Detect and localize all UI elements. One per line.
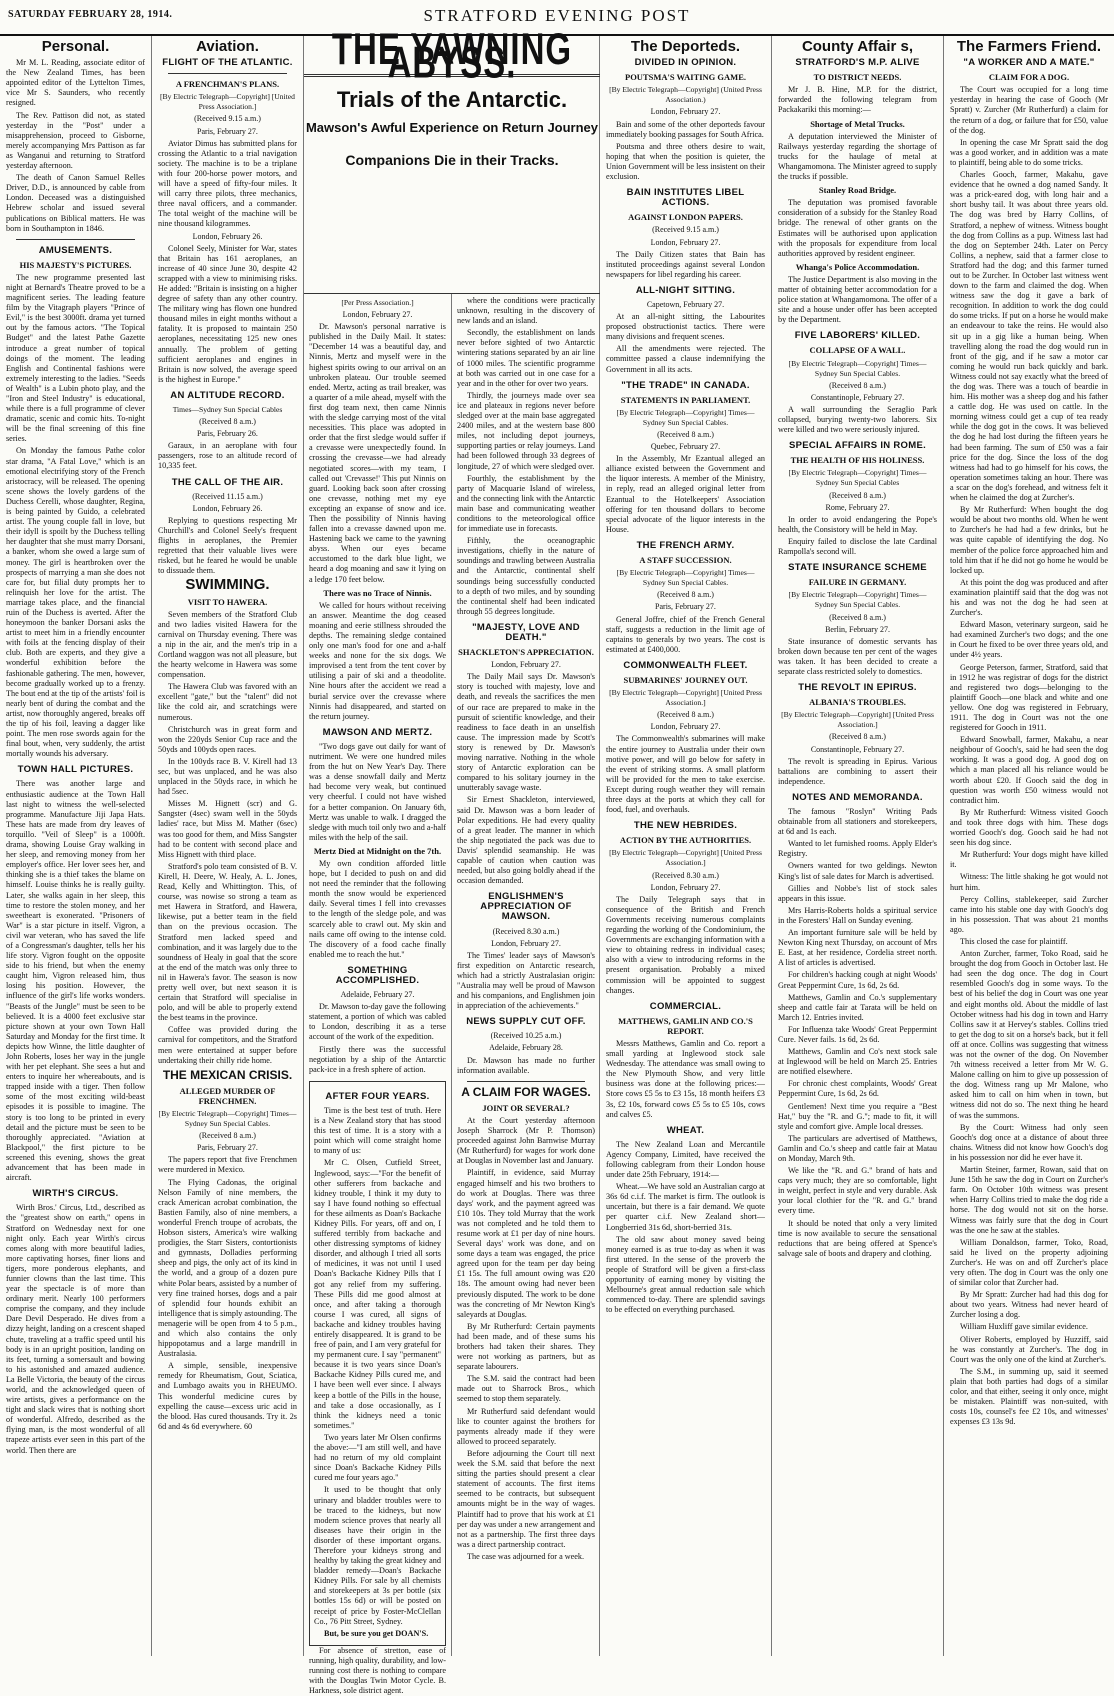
article-paragraph: The death of Canon Samuel Relles Driver, D.D., is announced by cable from London. Deceased was a distinguished Hebrew scholar and issued several publications on Biblical matters. He was born in Southampton in 1846. bbox=[6, 173, 145, 233]
section-heading: Aviation. bbox=[196, 38, 259, 55]
dateline: Berlin, February 27. bbox=[825, 624, 890, 634]
notes-item: For Influenza take Woods' Great Peppermint Cure. Never fails. 1s 6d, 2s 6d. bbox=[778, 1024, 937, 1044]
dateline-credit: [By Electric Telegraph—Copyright] Times—Sydney Sun Special Cables. bbox=[788, 590, 927, 610]
article-paragraph: By the Court: Witness had only seen Gooch's dog once at a distance of about three chains. Witness did not know how Gooch's dog in his possession nor did he ever have it. bbox=[950, 1122, 1108, 1162]
column-aviation bbox=[152, 36, 304, 1656]
article-paragraph: On Monday the famous Pathe color star drama, "A Fatal Love," which is an emotional electrifying story of the French aristocracy, will be released. The opening scene shows the lovely gardens of the Duchess Cerelli, whose daughter, Regina, is being painted by Guido, a celebrated artist. The young couple fall in love, but their idyll is spoilt by the Duchess telling her daughter that she must marry Dorsani, a banker, whom she owed a large sum of money. The girl is heartbroken over the prospects of marrying a man she does not care for, but filial duty prompts her to relinquish her love for the artist. The marriage takes place, and the financial ruin of the Duchess is averted. After the honeymoon the banker Dorsani asks the artist to meet him in a friendly encounter with foils at the fencing display of their club. Both are experts, and they give a wonderful exhibition before the fashionable gathering. The men, however, become gradually worked up to a frenzy. The bout end at the tip of the artists' foil is nearly bent of during the combat and the artist, now thoroughly angered, breaks off the tip of his foil, leaving a dagger like point. The men rose swords again for the final bout, when, very suddenly, the artist mortally wounds his adversary. bbox=[6, 446, 145, 759]
received-time: (Received 8.30 a.m.) bbox=[652, 870, 719, 880]
received-time: (Received 8 a.m.) bbox=[199, 417, 256, 427]
article-paragraph: At an all-night sitting, the Labourites proposed obstructionist tactics. There were many divisions and frequent scenes. bbox=[606, 312, 765, 342]
article-headline: "A WORKER AND A MATE." bbox=[963, 57, 1095, 69]
dateline: London, February 27. bbox=[650, 882, 721, 892]
article-subhead: SHACKLETON'S APPRECIATION. bbox=[458, 647, 594, 658]
article-subhead: A FRENCHMAN'S PLANS. bbox=[175, 79, 280, 90]
article-subhead: POUTSMA'S WAITING GAME. bbox=[625, 72, 746, 83]
article-headline: "THE TRADE" IN CANADA. bbox=[621, 379, 750, 391]
article-paragraph: Dr. Mawson has made no further information available. bbox=[457, 1055, 595, 1075]
dateline: Paris, February 27. bbox=[197, 126, 258, 136]
article-paragraph: Replying to questions respecting Mr Churchill's and Colonel Seely's frequent flights in aeroplanes, the Premier regretted that their valuable lives were risked, but he feared he would be unable to dissuade them. bbox=[158, 515, 297, 576]
article-headline: MAWSON AND MERTZ. bbox=[322, 726, 433, 738]
notes-item: Matthews, Gamlin and Co's next stock sale at Inglewood will be held on March 25. Entries are notified elsewhere. bbox=[778, 1047, 937, 1077]
dateline: London, February 27. bbox=[650, 237, 721, 247]
article-paragraph: Fifthly, the oceanographic investigations, chiefly in the nature of soundings and trawling between Australia and the Antarctic, continental shelf soundings being successfully conducted to a depth of two miles, and by sounding the continental shelf had been indicated through 55 degrees longitude. bbox=[457, 536, 595, 616]
article-headline: A CLAIM FOR WAGES. bbox=[461, 1084, 591, 1099]
article-paragraph: Time is the best test of truth. Here is a New Zealand story that has stood this test of time. It is a story with a point which will come straight home to many of us: bbox=[314, 1105, 441, 1156]
article-body bbox=[304, 294, 600, 1696]
received-time: (Received 8 a.m.) bbox=[829, 380, 886, 390]
dateline: London, February 26. bbox=[192, 503, 263, 513]
notes-item: We like the "R. and G." brand of hats and caps very much; they are so comfortable, light in weight, perfect in style and very durable. Ask your local clothier for the "R. and G." brand every time. bbox=[778, 1166, 937, 1216]
article-headline: AN ALTITUDE RECORD. bbox=[170, 389, 285, 401]
article-paragraph: The old saw about money saved being money earned is as true to-day as when it was first uttered. In the sense of the proverb the people of Stratford will be given a first-class opportunity of earning money by visiting the Melbourne's great annual reduction sale which commenced to-day. There are splendid savings to be effected on everything purchased. bbox=[606, 1234, 765, 1315]
article-paragraph: By Mr Rutherfurd: Witness visited Gooch and took three dogs with him. These dogs worried Gooch's dog. Gooch said he had not seen his dog since. bbox=[950, 807, 1108, 848]
article-subhead: A STAFF SUCCESSION. bbox=[639, 555, 732, 566]
issue-date: SATURDAY FEBRUARY 28, 1914. bbox=[8, 9, 173, 20]
dateline: Adelaide, February 28. bbox=[489, 1043, 563, 1053]
article-paragraph: The New Zealand Loan and Mercantile Agency Company, Limited, have received the following cablegram from their London house under date 25th February, 1914:— bbox=[606, 1139, 765, 1180]
article-paragraph: It used to be thought that only urinary and bladder troubles were to be traced to the kidneys, but now modern science proves that nearly all diseases have their origin in the disorder of these important organs. Therefore your kidneys strong and healthy by taking the great kidney and bladder remedy—Doan's Backache Kidney Pills. For sale by all chemists and storekeepers at 3s per bottle (six bottles 15s 6d) or will be posted on receipt of price by Foster-McClellan Co., 76 Pitt Street, Sydney. bbox=[314, 1485, 441, 1626]
article-paragraph: Coffee was provided during the carnival for competitors, and the Stratford men were entertained at supper before undertaking their chilly ride home. bbox=[158, 1025, 297, 1065]
article-paragraph: By Mr Rutherfurd: Certain payments had been made, and of these sums his brothers had taken their shares. They were not working as partners, but as separate labourers. bbox=[457, 1321, 595, 1372]
received-time: (Received 11.15 a.m.) bbox=[192, 491, 263, 501]
dateline: London, February 27. bbox=[491, 938, 561, 948]
article-subhead: TO DISTRICT NEEDS. bbox=[813, 72, 902, 83]
article-paragraph: Messrs Matthews, Gamlin and Co. report a small yarding at Inglewood stock sale Wednesday. The attendance was small owing to the New Plymouth Show, and very little business was done at the following prices:—Store cows £5 5s to £3 15s, 18 month heifers £3 3s, £2 10s, forward cows £5 5s to £5 10s, cows and calves £5. bbox=[606, 1038, 765, 1119]
column-personal bbox=[0, 36, 152, 1656]
article-paragraph: But, be sure you get DOAN'S. bbox=[324, 1628, 429, 1638]
article-paragraph: Witness: The little shaking he got would not hurt him. bbox=[950, 872, 1108, 892]
article-subhead: COLLAPSE OF A WALL. bbox=[809, 345, 906, 356]
article-subhead: JOINT OR SEVERAL? bbox=[482, 1102, 570, 1113]
column-farmers-friend bbox=[944, 36, 1114, 1656]
article-paragraph: In opening the case Mr Spratt said the dog was a good worker, and in addition was a mate to plaintiff, being able to do some tricks. bbox=[950, 137, 1108, 167]
dateline: Quebec, February 27. bbox=[650, 442, 721, 452]
dateline: Capetown, February 27. bbox=[646, 299, 725, 309]
dateline-credit: Times—Sydney Sun Special Cables bbox=[172, 405, 283, 414]
article-paragraph: Before adjourning the Court till next week the S.M. said that before the next sitting the parties should present a clear statement of accounts. The first items seemed to be contracts, but subsequent amounts might be in the way of wages. Plaintiff had to prove that his work at £1 per day was under a new arrangement and not as a partnership. The first three days was a direct partnership contract. bbox=[457, 1448, 595, 1549]
received-time: (Received 10.25 a.m.) bbox=[490, 1031, 562, 1041]
article-paragraph: Thirdly, the journeys made over sea ice and plateaux in regions never before sledged over at the main base aggregated 2400 miles, and at the western base 800 miles, not including depot journeys, supporting parties or relay journeys. Land had been followed through 33 degrees of longitude, 27 of which were sledged over. bbox=[457, 390, 595, 471]
article-paragraph: Mr Rutherfurd: Your dogs might have killed it. bbox=[950, 850, 1108, 870]
article-paragraph: The Daily Citizen states that Bain has instituted proceedings against several London newspapers for libel regarding his career. bbox=[606, 249, 765, 279]
dateline: Paris, February 27. bbox=[655, 602, 716, 612]
received-time: (Received 9.15 a.m.) bbox=[194, 114, 261, 124]
article-headline: DIVIDED IN OPINION. bbox=[634, 57, 737, 69]
article-paragraph: General Joffre, chief of the French General staff, suggests a reduction in the limit age of captains to generals by two years. The cost is estimated at £400,000. bbox=[606, 614, 765, 654]
article-paragraph: The new programme presented last night at Bernard's Theatre proved to be a magnificent series. The leading feature film by the Vitagraph players "Prince of Evil," is the best 3000ft. drama yet turned out by the famous actors. "The Topical Budget" and the latest Pathe Gazette introduce a great number of topical doings of the moment. The leading English and Continental fashions were extremely interesting to the ladies. "Seeds of Wealth" is a Lubin photo play, and the "Iron and Steel Industry" is educational, while there is a full programme of clever dramatic, scenic and comic hits. To-night will be the final screening of this fine series. bbox=[6, 272, 145, 444]
article-paragraph: The Daily Telegraph says that in consequence of the British and French Governments receiving numerous complaints regarding the working of the Condominium, the Governments are exchanging information with a view to obtaining redress in individual cases; also with a view to introducing reforms in the present organisation. Probably a mixed commission will be appointed to suggest changes. bbox=[606, 894, 765, 995]
article-paragraph: Mr J. B. Hine, M.P. for the district, forwarded the following telegram from Packakariki this morning:— bbox=[778, 85, 937, 115]
article-paragraph: Fourthly, the establishment by the party of Macquarie Island of wireless, and the connecting link with the Antarctic main base and communicating weather conditions to the meteorological office for immediate use in forecasts. bbox=[457, 473, 595, 534]
article-paragraph: Poutsma and three others desire to wait, hoping that when the position is quieter, the Union Government will be less insistent on their exclusion. bbox=[606, 141, 765, 182]
article-paragraph: State insurance of domestic servants has broken down because ten per cent of the wages was taken. It has been decided to create a separate class restricted solely to domestics. bbox=[778, 636, 937, 676]
article-paragraph: Wirth Bros.' Circus, Ltd., described as the "greatest show on earth," opens in Stratford on Wednesday next for one night only. Each year Wirth's circus comes along with more beautiful ladies, more captivating horses, finer lions and tigers, more ponderous elephants, and funnier clowns than the last time. This year the spectacle is of more than ordinary merit. Nearly 100 performers comprise the company, and they include Dare Devil Desperado. He dives from a dizzy height, landing on a crescent shaped chute, traveling at a traffic speed until his body is in an upright position, landing on its feet, turning a somersault and bowing to his astonished and amazed audience. La Belle Victoria, the beauty of the circus world, and the acknowledged queen of wire artists, gives a performance on the tight and slack wires that is nothing short of wonderful. Alfredo, described as the flying man, is the most wonderful of all trapeze artists ever seen in this part of the world. Then there are bbox=[6, 1203, 145, 1455]
notes-item: The particulars are advertised of Matthews, Gamlin and Co.'s sheep and cattle fair at Matau on Monday, March 9th. bbox=[778, 1133, 937, 1163]
article-paragraph: Edward Mason, veterinary surgeon, said he had examined Zurcher's two dogs; and the one in Court he fixed to be over three years old, and under 4½ years. bbox=[950, 620, 1108, 660]
article-paragraph: The S.M., in summing up, said it seemed plain that both parties had dogs of a similar color, and that either, seeing it only once, might be mistaken. Plaintiff was non-suited, with costs 10s, counsel's fee £2 10s, and witnesses' expenses £3 13s 9d. bbox=[950, 1366, 1108, 1427]
section-heading: SWIMMING. bbox=[185, 576, 270, 594]
dateline-credit: [By Electric Telegraph—Copyright] [United Press Association.] bbox=[609, 688, 762, 708]
article-subhead: VISIT TO HAWERA. bbox=[187, 596, 268, 607]
dateline: Adelaide, February 27. bbox=[340, 990, 415, 1000]
article-paragraph: The Flying Cadonas, the original Nelson Family of nine members, the crack American acrobat combination, the Bastien Family, also of nine members, a wonderful French troupe of acrobats, the Hobson sisters, America's wire walking prodigies, the Starr Sisters, contortionists and gymnasts, Dolladies performing sheep and pigs, the only act of its kind in the world, and a group of a dozen pure white Polar bears, assisted by a number of very fine trained horses, dogs and a pair of splendid four hounds exhibit an intelligence that is simply astounding. The menagerie will be open from 4 to 5 p.m., and which also contains the only hippopotamus and a large mandrill in Australasia. bbox=[158, 1177, 298, 1359]
article-paragraph: The Commonwealth's submarines will make the entire journey to Australia under their own motive power, and will go below for safety in the event of striking storms. A small platform will be provided for the men to take exercise. Except during rough weather they will remain three days at the ports at which they call for food, fuel, and overhauls. bbox=[606, 734, 765, 815]
article-paragraph: The papers report that five Frenchmen were murdered in Mexico. bbox=[158, 1155, 297, 1175]
dateline-credit: [By Electric Telegraph—Copyright] [United Press Association.] bbox=[160, 92, 295, 112]
article-subhead: FAILURE IN GERMANY. bbox=[808, 577, 907, 588]
headline-deck: Mawson's Awful Experience on Return Journey bbox=[305, 120, 599, 136]
notes-item: Wanted to let furnished rooms. Apply Elder's Registry. bbox=[778, 839, 937, 859]
dateline: London, February 26. bbox=[192, 231, 263, 241]
article-subhead: Whanga's Police Accommodation. bbox=[795, 261, 920, 272]
newspaper-title: STRATFORD EVENING POST bbox=[423, 6, 691, 25]
article-headline: THE FRENCH ARMY. bbox=[636, 539, 735, 551]
article-paragraph: In the Assembly, Mr Ezantual alleged an alliance existed between the Government and the liquor interests. A member of the Ministry, in reply, read an alleged original letter from Ezantual to the Hotelkeepers' Association offering for ten thousand dollars to become special advocate of the liquor interests in the House. bbox=[606, 454, 765, 534]
article-paragraph: Oliver Roberts, employed by Huzziff, said he was constantly at Zurcher's. The dog in Court was the only one of the kind at Zurcher's. bbox=[950, 1334, 1108, 1364]
article-paragraph: Charles Gooch, farmer, Makahu, gave evidence that he owned a dog named Sandy. It was a prick-eared dog, with long hair and a short bushy tail. It was about three years old. The dog was bred by Harry Collins, of Stratford, a nephew of witness. Witness bought the dog from Collins as a pup. Witness last had the dog on September 24th. Later on Percy Collins, a nephew, said that a farmer close to Stratford had the dog; and this farmer turned out to be Zurcher. In October last witness went down to the farm and claimed the dog. When witness saw the dog it gave a bark of recognition. In addition to work the dog could do some tricks. If put on a horse he would make an endeavour to take the reins. He would also sit up in a gig like a human being. When travelling along the road the dog would run in front of the gig, and if he saw a motor car coming he would run back quickly and bark. Witness could not say exactly what the breed of the dog was. There was a touch of beardie in him. His mother was a sheep dog and his father a cattle dog. He was used on cattle. In the morning witness could get a cup of tea ready while the dog got in the cows. It was believed the dog he had lost during the fifteen years he had been farming. The sum of £50 was a fair price for the dog. Since the loss of the dog witness had had to go himself for his cows, the operation sometimes taking an hour. There was a scar on the dog's forehead, and witness felt it when he claimed the dog at Zurcher's. bbox=[950, 170, 1108, 503]
article-paragraph: William Donaldson, farmer, Toko, Road, said he lived on the property adjoining Zurcher's. He was on and off Zurcher's place very often. The dog in Court was the only one of similar color that Zurcher had. bbox=[950, 1237, 1108, 1288]
banner-headline bbox=[304, 23, 600, 294]
article-paragraph: The Daily Mail says Dr. Mawson's story is touched with majesty, love and death, and reveals the sacrifices the men of our race are prepared to make in the pursuit of scientific knowledge, and their readiness to face death in an unselfish cause. The impression made by Scott's story is renewed by Dr. Mawson's moving narrative. Nothing in the whole story of Antarctic exploration can be compared to his solitary journey in the unutterably savage waste. bbox=[457, 672, 595, 793]
advertisement-box bbox=[309, 1081, 446, 1646]
article-paragraph: At the Court yesterday afternoon Joseph Sharrock (Mr P. Thomson) proceeded against John Barnwise Murray (Mr Rutherfurd) for wages for work done at Douglas in November last and January. bbox=[457, 1115, 595, 1166]
dateline-credit: [By Electric Telegraph—Copyright] Times—Sydney Sun Special Cables. bbox=[158, 1109, 297, 1129]
received-time: (Received 8 a.m.) bbox=[829, 732, 886, 742]
notes-item: Gentlemen! Next time you require a "Best Hat," buy the "R. and G."; made to fit, it will style and comfort give. Ample local dresses. bbox=[778, 1101, 937, 1131]
article-headline: STATE INSURANCE SCHEME bbox=[788, 562, 927, 574]
article-headline: "MAJESTY, LOVE AND DEATH." bbox=[472, 621, 580, 643]
article-paragraph: Percy Collins, stablekeeper, said Zurcher came into his stable one day with Gooch's dog in his possession. That was about 21 months ago. bbox=[950, 894, 1108, 934]
notes-item: An important furniture sale will be held by Newton King next Thursday, on account of Mrs E. East, at her residence, Cordelia street north. A list of articles is advertised. bbox=[778, 928, 937, 968]
column-county-affairs bbox=[772, 36, 944, 1656]
column-yawning-abyss bbox=[304, 23, 600, 1696]
article-headline: THE REVOLT IN EPIRUS. bbox=[798, 682, 917, 694]
article-headline: ALL-NIGHT SITTING. bbox=[635, 284, 736, 296]
article-headline: COMMONWEALTH FLEET. bbox=[623, 659, 748, 671]
received-time: (Received 9.15 a.m.) bbox=[652, 225, 719, 235]
notes-item: For children's hacking cough at night Woods' Great Peppermint Cure, 1s 6d, 2s 6d. bbox=[778, 970, 937, 990]
article-headline: NEWS SUPPLY CUT OFF. bbox=[466, 1016, 586, 1028]
article-paragraph: A deputation interviewed the Minister of Railways yesterday regarding the shortage of trucks for the haulage of metal at Whangamomona. The Minister agreed to supply the trucks if possible. bbox=[778, 131, 937, 182]
article-paragraph: The deputation was promised favorable consideration of a subsidy for the Stanley Road bridge. The renewal of other grants on the Estimates will be authorised upon application with the proposals for expenditure from local authorities approved by resident engineer. bbox=[778, 198, 937, 258]
article-paragraph: The revolt is spreading in Epirus. Various battalions are combining to assert their independence. bbox=[778, 756, 937, 786]
article-headline: TOWN HALL PICTURES. bbox=[17, 764, 134, 776]
article-paragraph: All the amendments were rejected. The committee passed a clause indemnifying the Government in all its acts. bbox=[606, 344, 765, 374]
article-paragraph: Mr Rutherfurd said defendant would like to counter against the brothers for payments already made if they were allowed to proceed separately. bbox=[457, 1406, 595, 1446]
notes-item: The famous "Roslyn" Writing Pads obtainable from all stationers and storekeepers, at 6d and 1s each. bbox=[778, 807, 937, 837]
article-paragraph: Enquiry failed to disclose the late Cardinal Rampolla's second will. bbox=[778, 536, 937, 557]
article-headline: SPECIAL AFFAIRS IN ROME. bbox=[788, 440, 927, 452]
article-subhead: ACTION BY THE AUTHORITIES. bbox=[619, 835, 752, 846]
article-paragraph: A wall surrounding the Seraglio Park collapsed, burying twenty-two laborers. Six were killed and two were seriously injured. bbox=[778, 404, 937, 435]
article-subhead: SUBMARINES' JOURNEY OUT. bbox=[623, 674, 748, 685]
article-paragraph: By Mr Spratt: Zurcher had had this dog for about two years. Witness had never heard of Zurcher losing a dog. bbox=[950, 1290, 1108, 1320]
article-paragraph: The S.M. said the contract had been made out to Sharrock Bros., which seemed to stop them separately. bbox=[457, 1374, 595, 1404]
headline-deck: Companions Die in their Tracks. bbox=[345, 152, 559, 169]
article-paragraph: The Justice Department is also moving in the matter of obtaining better accommodation for a police station at Whangamomona. The offer of a site and a house under offer has been accepted by the Department. bbox=[778, 274, 937, 325]
article-paragraph: Christchurch was in great form and won the 220yds Senior Cup race and the 50yds and 100yds open races. bbox=[158, 724, 297, 754]
dateline: London, February 27. bbox=[650, 722, 721, 732]
article-paragraph: Bain and some of the other deporteds favour immediately booking passages for South Africa. bbox=[606, 119, 765, 139]
article-paragraph: "Two dogs gave out daily for want of nutriment. We were one hundred miles from the hut on New Year's Day. There was a dense snowfall daily and Mertz had become very weak, but continued very cheerful. I could not have wished for a better companion. On January 6th, Mertz was unable to walk. I dragged the sledge with much toil only two and a-half miles with the help of the sail. bbox=[309, 741, 446, 842]
article-paragraph: Plaintiff, in evidence, said Murray engaged himself and his two brothers to do work at Douglas. There was three days' work, and the payment agreed was £10 10s. They told Murray that the work was not completed and he told them to resume work at £1 per day of nine hours. Several days' work was done, and on some days a team was engaged, the price agreed upon for the team per day being £1 15s. The full amount owing was £20 18s. The amount owing had never been previously disputed. The work to be done was the concreting of Mr Newton King's saleyards at Douglas. bbox=[457, 1168, 595, 1319]
dateline: London, February 27. bbox=[650, 107, 721, 117]
dateline-credit: [By Electric Telegraph—Copyright] (United Press Association.) bbox=[609, 85, 762, 105]
article-paragraph: Firstly there was the successful negotiation by a ship of the Antarctic pack-ice in a fresh sphere of action. bbox=[309, 1044, 446, 1074]
article-paragraph: Seven members of the Stratford Club and two ladies visited Hawera for the carnival on Thursday evening. There was a nip in the air, and the men's trip in a Cortland waggon was not all pleasure, but the hearty welcome in Hawera was some compensation. bbox=[158, 609, 297, 680]
article-subhead: THE HEALTH OF HIS HOLINESS. bbox=[790, 455, 925, 466]
dateline-credit: [By Electric Telegraph—Copyright] Times—Sydney Sun Special Cables. bbox=[616, 407, 755, 427]
article-paragraph: Aviator Dimus has submitted plans for crossing the Atlantic to a trial navigation society. The machine is to be a triplane with four 200-horse power motors, and will have a speed of fifty-four miles. It will carry three pilots, three mechanics, three naval officers, and a commander. The total weight of the machine will be nine thousand kilogrammes. bbox=[158, 138, 297, 229]
article-paragraph: In order to avoid endangering the Pope's health, the Consistory will be held in May. bbox=[778, 514, 937, 534]
article-headline: AFTER FOUR YEARS. bbox=[325, 1090, 430, 1102]
article-headline: ENGLISHMEN'S APPRECIATION OF MAWSON. bbox=[480, 891, 572, 923]
article-subhead: Mertz Died at Midnight on the 7th. bbox=[313, 845, 442, 856]
article-subhead: AGAINST LONDON PAPERS. bbox=[628, 212, 743, 223]
article-paragraph: Colonel Seely, Minister for War, states that Britain has 161 aeroplanes, an increase of 40 since June 30, despite 42 scrapped with a view to minimising risks. He added: "Britain is insisting on a higher degree of safety than any other country. The military wing has flown one hundred thousand miles in eight months without a fatality. It is proposed to maintain 250 aeroplanes, necessitating 125 new ones annually. The problem of getting sufficient aeroplanes and engines in Britain is now solved, the average speed is the highest in Europe." bbox=[158, 243, 297, 384]
dateline-credit: [Per Press Association.] bbox=[341, 298, 414, 307]
received-time: (Received 8 a.m.) bbox=[657, 590, 714, 600]
dateline: Constantinople, February 27. bbox=[810, 744, 905, 754]
article-paragraph: At this point the dog was produced and after examination plaintiff said that the dog was not his and was not the dog he had seen at Zurcher's. bbox=[950, 577, 1108, 618]
article-paragraph: There was another large and enthusiastic audience at the Town Hall last night to witness the well-selected programme. Manufacture Jiji Japa Hats. These hats are made from dry leaves of torquillo. "Veil of Sleep" is a 1000ft. drama, showing Louise Gray walking in her sleep, and removing money from her employer's office. Her lover sees her, and thinking she is a thief takes the blame on himself. Louise thinks he is really guilty. Later, she walks again in her sleep, this time to restore the stolen money, and her sweetheart is exonerated. "Prisoners of War" is a star picture in itself. Vigron, a civil war veteran, who has saved the life of a Congressman's daughter, tells her his life story. Vigron fought on the opposite side to his friend, but when the enemy caught him, Vigron released him, thus losing his position. However, the influence of the girl's life works wonders. "Beasts of the Jungle" must be seen to be believed. It is a 4000 feet exclusive star picture shown at your own Town Hall Saturday and Monday for the first time. It depicts how Winne, the little daughter of John Roberts, loses her way in the jungle with her pet elephant. She sees a hut and enters to inquire her whereabouts, and is trapped inside with a tiger. Then follow some of the most exciting wild-beast episodes it is possible to imagine. The story is too long to be printed in every detail and the picture must be seen to be thoroughly appreciated. "Aviation at Blackpool," the first picture to be screened this evening, shows the great advancement that has been made in aircraft. bbox=[6, 779, 145, 1183]
article-paragraph: By Mr Rutherfurd: When bought the dog would be about two months old. When he went to Zurcher's he had had a few drinks, but he was quite capable of identifying the dog. No member of the police force approached him and told him that if he did not go home he would be locked up. bbox=[950, 505, 1108, 575]
article-paragraph: Anton Zurcher, farmer, Toko Road, said he brought the dog from Gooch in October last. He had seen the dog once. The dog in Court resembled Gooch's dog in some ways. To the best of his belief the dog in Court was one year and eight months old. About the middle of last October witness had his dog in town and Harry Collins saw it at Hervey's stables. Collins tried to get the dog to sit on a horse's back, but it fell off at once. Collins was suggesting that witness was not the owner of the dog. On November 7th witness received a letter from Mr W. G. Malone calling on him to give up possession of the dog. Witness rang up Mr Malone, who asked him to call on him when in town, but witness did not do so. The next thing he heard of was the summons. bbox=[950, 949, 1108, 1120]
main-headline: THE YAWNING ABYSS. bbox=[331, 23, 573, 88]
article-subhead: STATEMENTS IN PARLIAMENT. bbox=[620, 394, 751, 405]
article-subhead: MATTHEWS, GAMLIN AND CO.'S REPORT. bbox=[618, 1015, 753, 1036]
article-subhead: Stanley Road Bridge. bbox=[818, 185, 897, 196]
dateline-credit: [By Electric Telegraph—Copyright] Times—Sydney Sun Special Cables. bbox=[616, 568, 755, 588]
section-heading: The Deporteds. bbox=[630, 38, 741, 55]
section-heading: The Farmers Friend. bbox=[956, 38, 1102, 55]
article-paragraph: The Court was occupied for a long time yesterday in hearing the case of Gooch (Mr Spratt) v. Zurcher (Mr Rutherfurd) a claim for the return of a dog, or failure that for £50, value of the dog. bbox=[950, 85, 1108, 135]
article-paragraph: Sir Ernest Shackleton, interviewed, said Dr. Mawson was a born leader of Polar expeditions. He had every quality of a great leader. The manner in which the ship negotiated the pack was due to Davis' splendid seamanship. He was capable of caution when caution was needed, but also going boldly ahead if the occasion demanded. bbox=[457, 795, 595, 886]
article-subhead: HIS MAJESTY'S PICTURES. bbox=[19, 259, 132, 270]
notes-item: Matthews, Gamlin and Co.'s supplementary sheep and cattle fair at Tarata will be held on March 12. Entries invited. bbox=[778, 992, 937, 1022]
dateline: Rome, February 27. bbox=[825, 502, 890, 512]
subcolumn-left bbox=[304, 294, 452, 1696]
article-paragraph: Wheat.—We have sold an Australian cargo at 36s 6d c.i.f. The market is firm. The outlook is uncertain, but there is a fair demand. We quote per quarter c.i.f. New Zealand short—Longberried 31s 6d, short-berried 31s. bbox=[606, 1182, 766, 1232]
article-headline: NOTES AND MEMORANDA. bbox=[792, 791, 923, 803]
received-time: (Received 8 a.m.) bbox=[829, 612, 886, 622]
article-paragraph: where the conditions were practically unknown, resulting in the discovery of new lands and an island. bbox=[457, 296, 595, 326]
subcolumn-right bbox=[452, 294, 600, 1656]
advertisement-paragraph: A simple, sensible, inexpensive remedy for Rheumatism, Gout, Sciatica, and Lumbago awaits you in RHEUMO. This wonderful medicine cures by expelling the cause—excess uric acid in the blood. Has cured thousands. Try it. 2s 6d and 4s 6d everywhere. 60 bbox=[158, 1361, 297, 1431]
article-paragraph: My own condition afforded little hope, but I decided to push on and did not need the reminder that the following month the snow would be experienced daily. Several times I fell into crevasses to the length of the sledge pole, and was scarcely able to crawl out. My skin and nails came off owing to the intense cold. The discovery of a food cache finally enabled me to reach the hut." bbox=[309, 858, 446, 959]
article-paragraph: Stratford's polo team consisted of B. V. Kirell, H. Deere, W. Healy, A. L. Jones, Read, Kelly and Whittington. This, of course, was nowise so strong a team as met Hawera in Stratford, and Hawera, likewise, put a better team in the field than on the previous occasion. The Stratford men lacked speed and combination, and it was largely due to the soundness of Healy in goal that the score at the end of the match was only three to nil in Hawera's favor. The season is now pretty well over, but next season it is certain that Stratford will specialise in polo, and will be able to properly extend the best teams in the province. bbox=[158, 861, 297, 1023]
article-headline: FIVE LABORERS' KILLED. bbox=[794, 330, 921, 342]
dateline: London, February 27. bbox=[491, 660, 561, 670]
article-paragraph: George Peterson, farmer, Stratford, said that in 1912 he was registrar of dogs for the district and registered two dogs—belonging to the plaintiff Gooch—one black and white and one yellow. One dog was registered in February, 1911. The dog in Court was not the one registered for Gooch in 1911. bbox=[950, 662, 1108, 733]
received-time: (Received 8 a.m.) bbox=[657, 430, 714, 439]
article-headline: THE CALL OF THE AIR. bbox=[171, 476, 284, 488]
column-deporteds bbox=[600, 36, 772, 1656]
article-paragraph: Martin Steiner, farmer, Rowan, said that on June 15th he saw the dog in Court on Zurcher's farm. On October 10th witness was present when Harry Collins tried to make the dog ride a horse. The dog would not sit on the horse. Witness was fairly sure that the dog in Court was the one he saw at the stables. bbox=[950, 1165, 1108, 1235]
notes-item: Owners wanted for two geldings. Newton King's list of sale dates for March is advertised. bbox=[778, 861, 937, 881]
article-paragraph: Secondly, the establishment on lands never before sighted of two Antarctic wintering stations separated by an air line of 1000 miles. The scientific programme at both was carried out in one case for a year and in the other for over two years. bbox=[457, 328, 595, 388]
article-paragraph: We called for hours without receiving an answer. Meantime the dog ceased moaning and eerie stillness shrouded the depths. The remaining sledge contained only one man's food for one and a-half weeks and none for the six dogs. We improvised a tent from the tent cover by utilising a pair of ski and a theodolite. Nine hours after the accident we read a burial service over the crevasse where Ninnis had disappeared, and started on the return journey. bbox=[309, 600, 446, 721]
dateline: London, February 27. bbox=[342, 310, 413, 320]
notes-item: Gillies and Nobbe's list of stock sales appears in this issue. bbox=[778, 883, 937, 903]
received-time: (Received 8.30 a.m.) bbox=[492, 926, 560, 936]
article-subhead: CLAIM FOR A DOG. bbox=[988, 72, 1070, 83]
article-paragraph: William Huxliff gave similar evidence. bbox=[960, 1322, 1088, 1332]
article-headline: COMMERCIAL. bbox=[649, 1000, 722, 1012]
article-paragraph: Mr M. L. Reading, associate editor of the New Zealand Times, has been appointed editor of the Lyttelton Times, vice Mr S. Saunders, who recently resigned. bbox=[6, 58, 145, 108]
article-paragraph: In the 100yds race B. V. Kirell had 13 sec, but was unplaced, and he was also unplaced in the 50yds race, in which he had 5sec. bbox=[158, 756, 297, 797]
article-headline: WHEAT. bbox=[666, 1124, 705, 1136]
article-paragraph: Dr. Mawson to-day gave the following statement, a portion of which was cabled to London, describing it as a terse account of the work of the expedition. bbox=[309, 1002, 446, 1042]
article-paragraph: Garaux, in an aeroplane with four passengers, rose to an altitude record of 10,335 feet. bbox=[158, 441, 297, 471]
dateline-credit: [By Electric Telegraph—Copyright] Times—Sydney Sun Special Cables bbox=[788, 468, 927, 488]
dateline: Constantinople, February 27. bbox=[810, 392, 905, 402]
headline-deck: Trials of the Antarctic. bbox=[336, 87, 568, 113]
received-time: (Received 8 a.m.) bbox=[829, 490, 886, 500]
page-columns bbox=[0, 23, 1114, 1696]
article-headline: BAIN INSTITUTES LIBEL ACTIONS. bbox=[626, 187, 745, 209]
article-paragraph: Two years later Mr Olsen confirms the above:—"I am still well, and have had no return of my old complaint since Doan's Backache Kidney Pills cured me four years ago." bbox=[314, 1432, 441, 1483]
article-headline: WIRTH'S CIRCUS. bbox=[32, 1188, 119, 1200]
article-paragraph: Mr C. Olsen, Cutfield Street, Inglewood, says:—"For the benefit of other sufferers from backache and kidney trouble, I think it my duty to say I have found nothing so effectual for these ailments as Doan's Backache Kidney Pills. For years, off and on, I suffered terribly from backache and other distressing symptoms of kidney disorder, and although I tried all sorts of medicines, it was not until I used Doan's Backache Kidney Pills that I got any relief from my suffering. These Pills did me good almost at once, and after taking a thorough course I was cured, all signs of backache and kidney troubles having entirely disappeared. It is grand to be free of pain, and I am very grateful for my permanent cure. I say "permanent" because it is two years since Doan's Backache Kidney Pills cured me, and I have been well ever since. I always keep a bottle of the Pills in the house, and take a dose occasionally, as I think the kidneys need a tonic sometimes." bbox=[314, 1158, 441, 1430]
article-paragraph: Edward Snowball, farmer, Makahu, a near neighbour of Gooch's, said he had seen the dog working. It was a good dog. A good dog on which a man placed all his reliance would be worth about £20. If Gooch said the dog in question was worth £50 witness would not contradict him. bbox=[950, 735, 1108, 805]
article-subhead: There was no Trace of Ninnis. bbox=[323, 587, 432, 598]
dateline-credit: [By Electric Telegraph—Copyright] [United Press Association.] bbox=[781, 710, 934, 730]
article-paragraph: The case was adjourned for a week. bbox=[467, 1551, 585, 1561]
article-headline: THE NEW HEBRIDES. bbox=[633, 820, 738, 832]
dateline-credit: [By Electric Telegraph—Copyright] Times—Sydney Sun Special Cables. bbox=[788, 358, 927, 378]
notes-item: Mrs Harris-Roberts holds a spiritual service in the Foresters' Hall on Sunday evening. bbox=[778, 905, 937, 925]
advertisement-paragraph: For absence of stretton, ease of running, high quality, durability, and low-running cost there is nothing to compare with the Douglas Twin Motor Cycle. B. Harkness, sole district agent. bbox=[309, 1645, 446, 1696]
article-headline: AMUSEMENTS. bbox=[38, 244, 113, 256]
dateline-credit: [By Electric Telegraph—Copyright] [United Press Association.] bbox=[609, 848, 762, 868]
article-subhead: ALLEGED MURDER OF FRENCHMEN. bbox=[179, 1085, 276, 1106]
received-time: (Received 8 a.m.) bbox=[199, 1131, 256, 1141]
article-paragraph: The Times' leader says of Mawson's first expedition on Antarctic research, which had a strictly Australasian origin: "Australia may well be proud of Mawson and his companions, and Englishmen join in appreciation of the achievements." bbox=[457, 950, 595, 1011]
article-paragraph: Dr. Mawson's personal narrative is published in the Daily Mail. It states: "December 14 was a beautiful day, and Ninnis, Mertz and myself were in the highest spirits owing to our arrival on an unbroken plateau. Our trouble seemed ended. Mertz, acting as trail breaker, was a quarter of a mile ahead, myself with the first dog team next, then came Ninnis with the sledge carrying most of the vital necessities. This place was adopted in order that the first sledge would suffer if a crevasse were unexpectedly found. In crossing the crevasse—we had already negotiated scores—with my team, I called out 'Crevasse!' This put Ninnis on guard. Looking back soon after crossing one crevasse, nothing met my eye excepting an expanse of snow and ice. Then the possibility of Ninnis having fallen into a crevasse dawned upon me. Hastening back we came to the yawning abyss. When our eyes became accustomed to the dark blue light, we heard a dog moaning and saw it lying on a ledge 170 feet below. bbox=[309, 322, 446, 584]
article-subhead: ALBANIA'S TROUBLES. bbox=[809, 697, 906, 708]
section-heading: Personal. bbox=[41, 38, 110, 55]
article-paragraph: The Hawera Club was favored with an excellent "gate," but the "talent" did not like the cold air, and scratchings were numerous. bbox=[158, 682, 297, 722]
article-headline: THE MEXICAN CRISIS. bbox=[162, 1067, 293, 1082]
dateline: Paris, February 26. bbox=[197, 429, 258, 439]
article-paragraph: This closed the case for plaintiff. bbox=[960, 936, 1068, 946]
dateline: Paris, February 27. bbox=[197, 1143, 258, 1153]
article-paragraph: The Rev. Pattison did not, as stated yesterday in the "Post" under a misapprehension, proceed to Gisborne, merely accompanying Mrs Pattison as far as Wanganui and returning to Stratford yesterday afternoon. bbox=[6, 110, 145, 171]
section-heading: County Affair s, bbox=[801, 38, 914, 55]
notes-item: For chronic chest complaints, Woods' Great Peppermint Cure, 1s 6d, 2s 6d. bbox=[778, 1079, 937, 1099]
article-paragraph: Misses M. Hignett (scr) and G. Sangster (4sec) swam well in the 50yds ladies' race, but Miss M. Mather (6sec) was too good for them, and Miss Sangster had to be content with second place and Miss Hignett with third place. bbox=[158, 799, 297, 859]
notes-item: It should be noted that only a very limited time is now available to secure the sensational reductions that are being offered at Spence's salvage sale of boots and drapery and clothing. bbox=[778, 1218, 937, 1258]
article-subhead: Shortage of Metal Trucks. bbox=[810, 118, 905, 129]
article-headline: STRATFORD'S M.P. ALIVE bbox=[795, 57, 920, 69]
article-headline: SOMETHING ACCOMPLISHED. bbox=[335, 964, 420, 986]
received-time: (Received 8 a.m.) bbox=[657, 710, 714, 720]
article-headline: FLIGHT OF THE ATLANTIC. bbox=[162, 57, 293, 69]
